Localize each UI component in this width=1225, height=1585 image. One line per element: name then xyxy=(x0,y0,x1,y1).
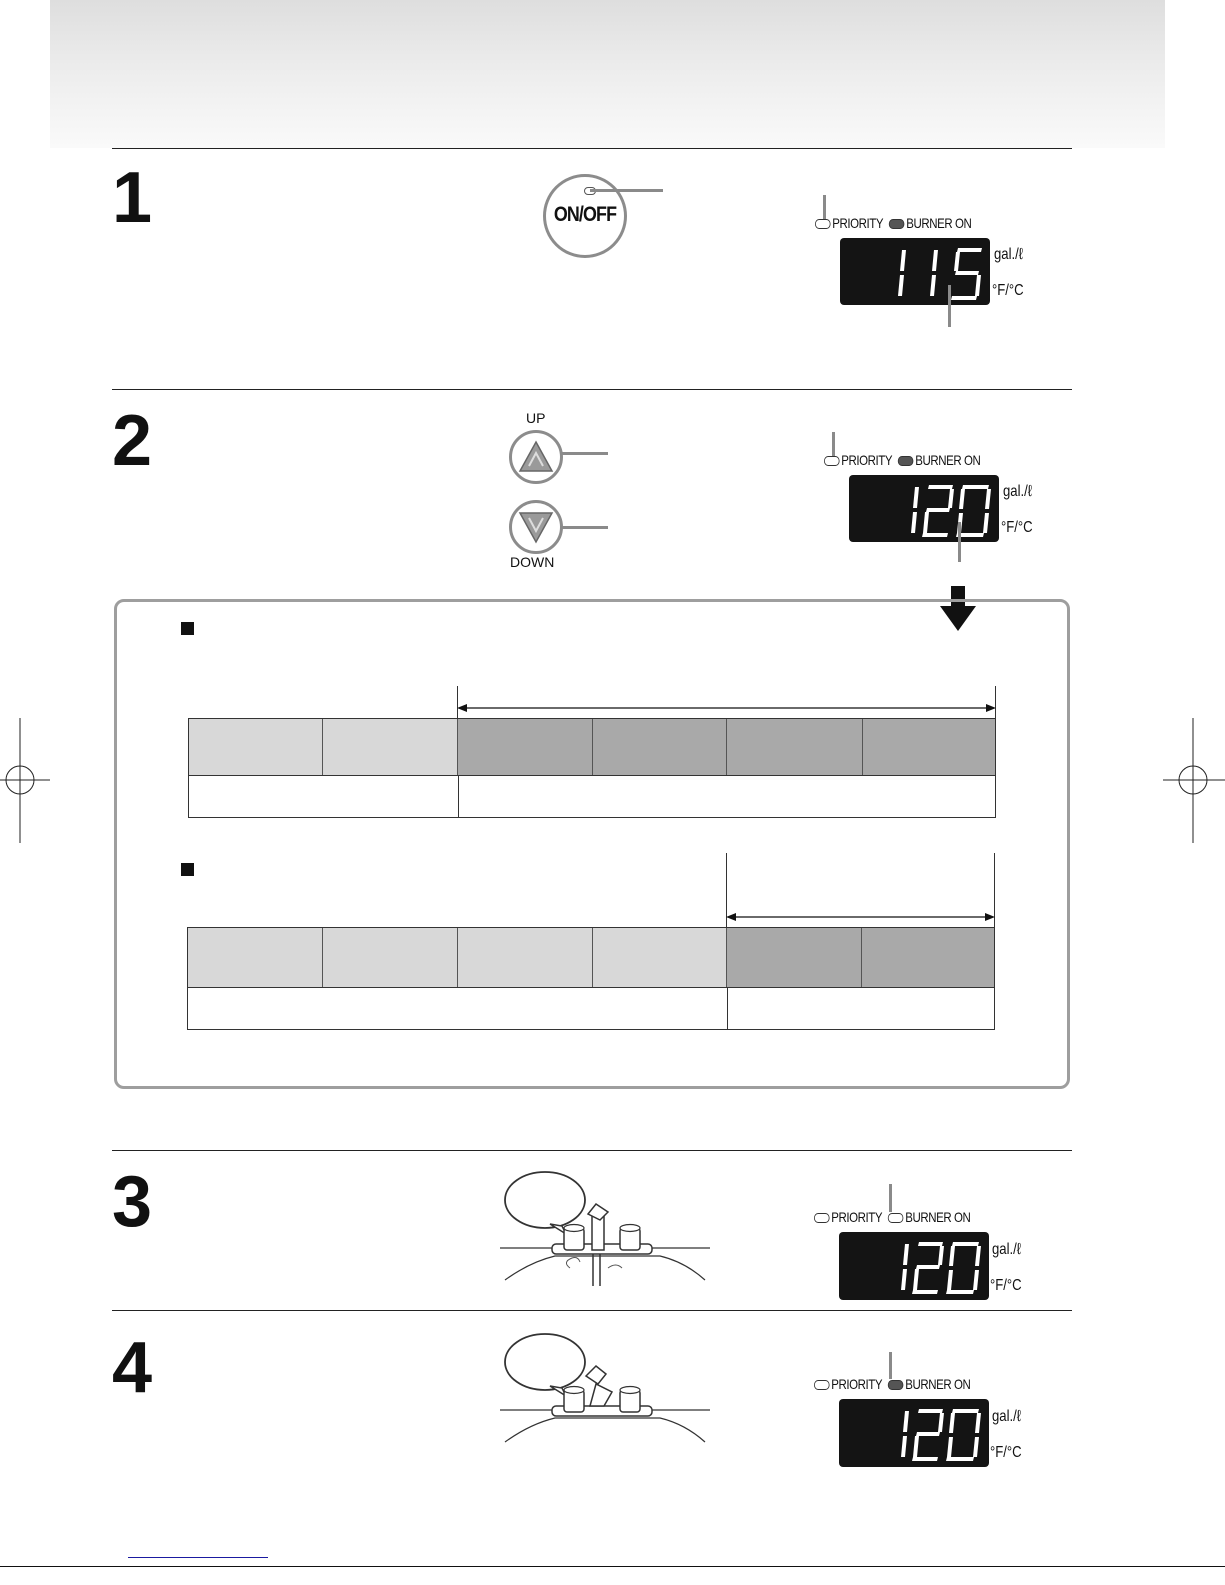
section-divider xyxy=(112,148,1072,149)
status-row xyxy=(814,1209,970,1225)
seven-segment-digits xyxy=(840,238,990,305)
range-arrow-icon xyxy=(726,911,995,923)
burner-led-icon xyxy=(888,1380,904,1390)
footer-link-underline xyxy=(128,1557,268,1558)
status-row xyxy=(815,215,971,231)
page-bottom-rule xyxy=(0,1566,1225,1567)
segment xyxy=(951,296,977,300)
priority-label: PRIORITY xyxy=(841,452,892,468)
table-cell xyxy=(188,928,323,987)
step-number: 2 xyxy=(112,401,153,481)
bullet-square xyxy=(181,863,194,876)
status-row xyxy=(814,1376,970,1392)
down-caption: DOWN xyxy=(510,554,555,570)
table-cell xyxy=(458,928,593,987)
burner-label: BURNER ON xyxy=(906,215,972,231)
table-cell xyxy=(323,719,458,775)
temperature-unit: °F/°C xyxy=(990,1444,1022,1461)
table-cell xyxy=(727,719,863,775)
up-button[interactable] xyxy=(509,430,563,484)
temperature-unit: °F/°C xyxy=(990,1277,1022,1294)
priority-label: PRIORITY xyxy=(831,1376,882,1392)
temperature-unit: °F/°C xyxy=(992,282,1024,299)
step-number: 4 xyxy=(112,1328,153,1408)
seven-segment-digits xyxy=(839,1399,989,1467)
priority-label: PRIORITY xyxy=(832,215,883,231)
down-button[interactable] xyxy=(509,500,563,554)
burner-led-icon xyxy=(889,219,905,229)
seven-segment-digits xyxy=(839,1232,989,1300)
seven-segment-digits xyxy=(849,475,999,542)
burner-led-icon xyxy=(898,456,914,466)
section-divider xyxy=(112,1150,1072,1151)
temperature-display xyxy=(839,1232,989,1300)
segment xyxy=(898,275,904,296)
burner-led-icon xyxy=(888,1213,904,1223)
table-cell xyxy=(593,928,727,987)
table-divider xyxy=(188,987,994,988)
faucet-open-illustration xyxy=(500,1168,710,1286)
priority-led-icon xyxy=(814,1380,830,1390)
table-cell xyxy=(323,928,458,987)
priority-led-icon xyxy=(814,1213,830,1223)
table-cell xyxy=(727,928,862,987)
segment xyxy=(930,275,936,296)
segment xyxy=(900,250,906,271)
burner-label: BURNER ON xyxy=(915,452,981,468)
registration-mark-icon xyxy=(0,718,50,843)
on-off-button[interactable] xyxy=(543,174,627,258)
temperature-table xyxy=(188,718,996,818)
faucet-closed-illustration xyxy=(500,1332,710,1444)
temperature-display xyxy=(839,1399,989,1467)
volume-unit: gal./ℓ xyxy=(1003,483,1033,500)
registration-mark-icon xyxy=(1163,718,1225,843)
header-band xyxy=(50,0,1165,148)
step-number: 1 xyxy=(112,158,153,238)
callout-line xyxy=(958,522,961,562)
volume-unit: gal./ℓ xyxy=(992,1241,1022,1258)
segment xyxy=(932,250,938,271)
callout-line xyxy=(889,1184,892,1212)
table-divider xyxy=(189,775,995,776)
table-divider xyxy=(458,775,459,817)
on-off-label: ON/OFF xyxy=(553,203,617,226)
table-cell xyxy=(189,719,323,775)
volume-unit: gal./ℓ xyxy=(992,1408,1022,1425)
burner-label: BURNER ON xyxy=(905,1376,971,1392)
callout-line xyxy=(560,452,608,455)
callout-line xyxy=(889,1352,892,1379)
section-divider xyxy=(112,1310,1072,1311)
table-cell xyxy=(862,928,994,987)
triangle-down-icon xyxy=(518,509,554,545)
callout-line xyxy=(560,526,608,529)
priority-led-icon xyxy=(824,456,840,466)
status-row xyxy=(824,452,980,468)
volume-unit: gal./ℓ xyxy=(994,246,1024,263)
segment xyxy=(975,275,981,296)
burner-label: BURNER ON xyxy=(905,1209,971,1225)
table-cell xyxy=(458,719,593,775)
callout-line xyxy=(590,189,663,192)
table-cell xyxy=(863,719,995,775)
step-number: 3 xyxy=(112,1162,153,1242)
range-arrow-icon xyxy=(457,702,996,714)
table-cell xyxy=(593,719,727,775)
temperature-display xyxy=(840,238,990,305)
temperature-table xyxy=(187,927,995,1030)
table-divider xyxy=(727,987,728,1029)
temperature-display xyxy=(849,475,999,542)
bullet-square xyxy=(181,622,194,635)
triangle-up-icon xyxy=(518,439,554,475)
priority-label: PRIORITY xyxy=(831,1209,882,1225)
section-divider xyxy=(112,389,1072,390)
segment xyxy=(957,248,982,252)
segment xyxy=(954,252,960,271)
segment xyxy=(955,271,979,275)
up-caption: UP xyxy=(526,410,546,426)
callout-line xyxy=(948,285,951,327)
priority-led-icon xyxy=(815,219,831,229)
temperature-unit: °F/°C xyxy=(1001,519,1033,536)
